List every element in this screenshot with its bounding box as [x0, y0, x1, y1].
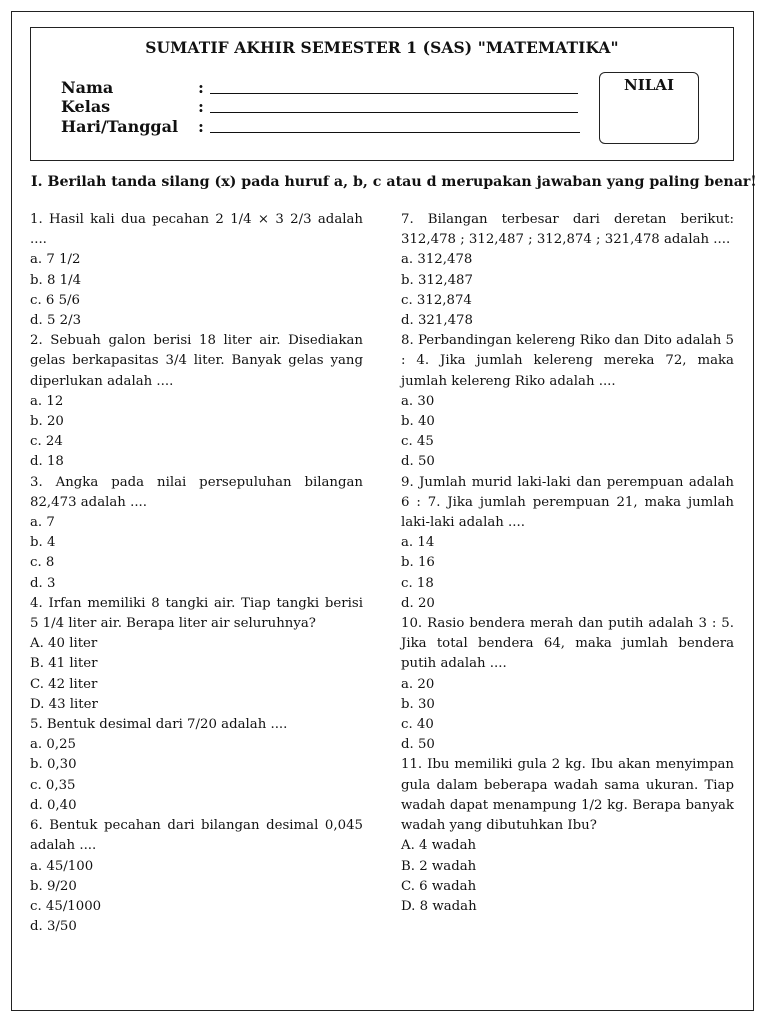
- option-a[interactable]: A. 4 wadah: [401, 838, 477, 854]
- option-a[interactable]: a. 312,478: [401, 252, 473, 268]
- date-label: Hari/Tanggal: [61, 117, 179, 136]
- name-colon: :: [198, 78, 204, 97]
- date-field: [61, 117, 204, 136]
- question-text: 9. Jumlah murid laki-laki dan perempuan adalah 6 : 7. Jika jumlah perempuan 21, maka jumlah laki-laki adalah ....: [401, 474, 734, 531]
- class-line[interactable]: [210, 112, 578, 113]
- option-c[interactable]: c. 45: [401, 434, 434, 450]
- name-label: Nama: [61, 78, 114, 97]
- question-8: [401, 331, 734, 472]
- option-c[interactable]: c. 312,874: [401, 292, 472, 308]
- option-b[interactable]: b. 312,487: [401, 272, 473, 288]
- option-d[interactable]: D. 8 wadah: [401, 898, 477, 914]
- question-text: 3. Angka pada nilai persepuluhan bilangan 82,473 adalah ....: [30, 474, 363, 510]
- option-d[interactable]: d. 3: [30, 575, 56, 591]
- option-c[interactable]: c. 40: [401, 717, 434, 733]
- option-c[interactable]: c. 6 5/6: [30, 292, 80, 308]
- option-a[interactable]: a. 20: [401, 676, 435, 692]
- question-text: 1. Hasil kali dua pecahan 2 1/4 × 3 2/3 adalah ....: [30, 212, 363, 248]
- score-label: NILAI: [624, 76, 674, 94]
- question-text: 6. Bentuk pecahan dari bilangan desimal 0,045 adalah ....: [30, 818, 363, 854]
- name-line[interactable]: [210, 93, 578, 94]
- option-d[interactable]: d. 5 2/3: [30, 313, 82, 329]
- question-3: [30, 473, 363, 594]
- header-box: [30, 27, 734, 161]
- option-d[interactable]: d. 321,478: [401, 313, 473, 329]
- option-c[interactable]: C. 42 liter: [30, 676, 98, 692]
- option-a[interactable]: a. 7 1/2: [30, 252, 81, 268]
- class-label: Kelas: [61, 97, 111, 116]
- name-field: [61, 78, 204, 97]
- class-colon: :: [198, 97, 204, 116]
- question-text: 4. Irfan memiliki 8 tangki air. Tiap tangki berisi 5 1/4 liter air. Berapa liter air seluruhnya?: [30, 595, 363, 632]
- option-b[interactable]: b. 4: [30, 535, 56, 551]
- option-a[interactable]: a. 14: [401, 535, 435, 551]
- question-column-right: [401, 210, 734, 917]
- option-b[interactable]: b. 9/20: [30, 878, 77, 894]
- option-c[interactable]: c. 8: [30, 555, 55, 571]
- instruction-text: I. Berilah tanda silang (x) pada huruf a, b, c atau d merupakan jawaban yang paling benar!: [31, 174, 757, 190]
- option-d[interactable]: d. 3/50: [30, 919, 77, 935]
- option-c[interactable]: c. 18: [401, 575, 434, 591]
- option-c[interactable]: C. 6 wadah: [401, 878, 477, 894]
- option-a[interactable]: a. 0,25: [30, 737, 76, 753]
- option-c[interactable]: c. 0,35: [30, 777, 76, 793]
- question-11: [401, 755, 734, 917]
- option-c[interactable]: c. 24: [30, 434, 63, 450]
- date-line[interactable]: [210, 132, 580, 133]
- option-d[interactable]: d. 20: [401, 595, 435, 611]
- option-b[interactable]: b. 16: [401, 555, 435, 571]
- option-d[interactable]: d. 18: [30, 454, 64, 470]
- option-a[interactable]: a. 7: [30, 515, 55, 531]
- option-b[interactable]: b. 20: [30, 414, 64, 430]
- question-text: 2. Sebuah galon berisi 18 liter air. Disediakan gelas berkapasitas 3/4 liter. Banyak gelas yang diperlukan adalah ....: [30, 333, 363, 389]
- option-d[interactable]: d. 50: [401, 737, 435, 753]
- question-text: 10. Rasio bendera merah dan putih adalah 3 : 5. Jika total bendera 64, maka jumlah bendera putih adalah ....: [401, 616, 734, 672]
- option-d[interactable]: d. 50: [401, 454, 435, 470]
- option-a[interactable]: a. 12: [30, 393, 64, 409]
- question-1: [30, 210, 363, 331]
- question-column-left: [30, 210, 363, 937]
- option-b[interactable]: b. 8 1/4: [30, 272, 82, 288]
- question-6: [30, 816, 363, 937]
- question-text: 5. Bentuk desimal dari 7/20 adalah ....: [30, 717, 288, 733]
- class-field: [61, 97, 204, 116]
- option-a[interactable]: a. 45/100: [30, 858, 94, 874]
- option-a[interactable]: A. 40 liter: [30, 636, 98, 652]
- option-b[interactable]: B. 2 wadah: [401, 858, 477, 874]
- option-a[interactable]: a. 30: [401, 393, 435, 409]
- question-10: [401, 614, 734, 755]
- question-2: [30, 331, 363, 472]
- option-c[interactable]: c. 45/1000: [30, 898, 102, 914]
- question-text: 7. Bilangan terbesar dari deretan berikut: 312,478 ; 312,487 ; 312,874 ; 321,478 adalah ....: [401, 212, 734, 248]
- question-7: [401, 210, 734, 331]
- option-b[interactable]: b. 0,30: [30, 757, 77, 773]
- option-b[interactable]: b. 30: [401, 696, 435, 712]
- question-5: [30, 715, 363, 816]
- page-title: SUMATIF AKHIR SEMESTER 1 (SAS) "MATEMATIKA": [145, 38, 619, 57]
- option-d[interactable]: D. 43 liter: [30, 696, 98, 712]
- option-d[interactable]: d. 0,40: [30, 797, 77, 813]
- option-b[interactable]: b. 40: [401, 414, 435, 430]
- question-text: 11. Ibu memiliki gula 2 kg. Ibu akan menyimpan gula dalam beberapa wadah sama ukuran. Tiap wadah dapat menampung 1/2 kg. Berapa banyak wadah yang dibutuhkan Ibu?: [401, 757, 734, 834]
- question-text: 8. Perbandingan kelereng Riko dan Dito adalah 5 : 4. Jika jumlah kelereng mereka 72, maka jumlah kelereng Riko adalah ....: [401, 333, 734, 389]
- question-9: [401, 473, 734, 614]
- question-4: [30, 594, 363, 715]
- option-b[interactable]: B. 41 liter: [30, 656, 98, 672]
- score-box[interactable]: [599, 72, 699, 144]
- date-colon: :: [198, 117, 204, 136]
